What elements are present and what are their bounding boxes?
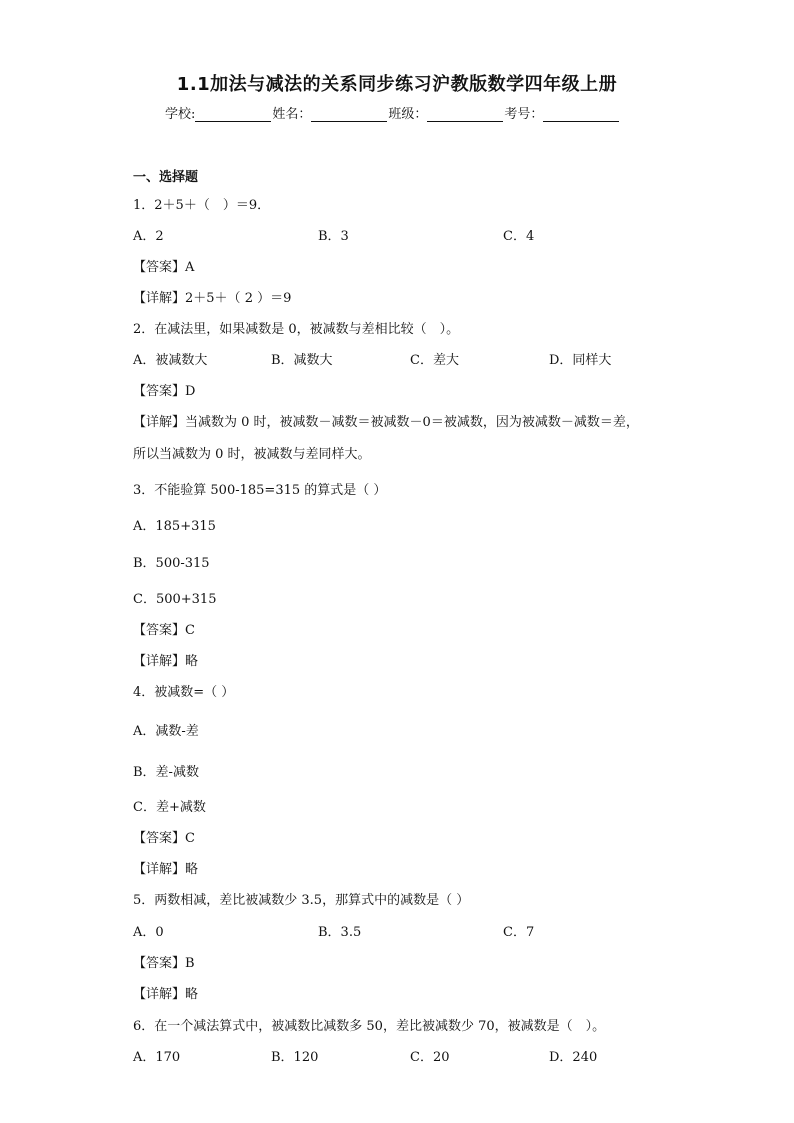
question-6-stem: 6．在一个减法算式中，被减数比减数多 50，差比被减数少 70，被减数是（ ）。 bbox=[133, 1019, 606, 1034]
question-4-option-c: C．差+减数 bbox=[133, 800, 206, 815]
class-blank[interactable] bbox=[427, 107, 503, 122]
question-1-option-b: B．3 bbox=[318, 229, 349, 244]
page-title: 1.1加法与减法的关系同步练习沪教版数学四年级上册 bbox=[176, 74, 618, 95]
detail-label: 【详解】 bbox=[133, 291, 186, 306]
answer-label: 【答案】 bbox=[133, 623, 186, 638]
question-1-answer bbox=[133, 256, 194, 275]
question-5-stem: 5．两数相减，差比被减数少 3.5，那算式中的减数是（ ） bbox=[133, 893, 470, 908]
question-5-option-b: B．3.5 bbox=[318, 925, 362, 940]
question-3-option-b: B．500-315 bbox=[133, 556, 210, 571]
section-heading: 一、选择题 bbox=[133, 170, 199, 185]
detail-text: 略 bbox=[185, 654, 199, 669]
detail-text: 略 bbox=[185, 987, 199, 1002]
question-2-option-a: A．被减数大 bbox=[133, 353, 208, 368]
question-5-option-a: A．0 bbox=[133, 925, 164, 940]
school-blank[interactable] bbox=[195, 107, 271, 122]
question-3-option-a: A．185+315 bbox=[133, 519, 216, 534]
question-1-option-a: A．2 bbox=[133, 229, 164, 244]
question-4-option-a: A．减数-差 bbox=[133, 724, 199, 739]
question-4-answer bbox=[133, 827, 195, 846]
number-label: 考号： bbox=[504, 107, 544, 122]
detail-text: 2＋5＋（ 2 ）＝9 bbox=[185, 291, 292, 306]
answer-label: 【答案】 bbox=[133, 384, 186, 399]
question-6-option-a: A．170 bbox=[133, 1050, 181, 1065]
question-4-detail bbox=[133, 858, 198, 877]
class-label: 班级： bbox=[388, 107, 428, 122]
question-2-option-c: C．差大 bbox=[410, 353, 459, 368]
question-3-detail bbox=[133, 650, 198, 669]
question-1-detail bbox=[133, 287, 291, 306]
question-4-stem: 4．被减数=（ ） bbox=[133, 685, 235, 700]
question-2-option-d: D．同样大 bbox=[549, 353, 612, 368]
answer-value: B bbox=[185, 956, 195, 971]
number-blank[interactable] bbox=[543, 107, 619, 122]
detail-label: 【详解】 bbox=[133, 862, 186, 877]
student-info-row bbox=[165, 103, 620, 122]
question-3-answer bbox=[133, 619, 195, 638]
question-1-option-c: C．4 bbox=[503, 229, 535, 244]
answer-value: C bbox=[185, 831, 195, 846]
question-1-stem: 1．2＋5＋（ ）＝9． bbox=[133, 198, 271, 213]
detail-text: 略 bbox=[185, 862, 199, 877]
answer-value: D bbox=[185, 384, 196, 399]
name-blank[interactable] bbox=[311, 107, 387, 122]
question-5-option-c: C．7 bbox=[503, 925, 535, 940]
answer-label: 【答案】 bbox=[133, 260, 186, 275]
question-2-detail-continued: 所以当减数为 0 时，被减数与差同样大。 bbox=[133, 447, 371, 462]
answer-value: C bbox=[185, 623, 195, 638]
detail-text: 当减数为 0 时，被减数－减数＝被减数－0＝被减数，因为被减数－减数＝差， bbox=[185, 415, 639, 430]
question-3-option-c: C．500+315 bbox=[133, 592, 217, 607]
question-3-stem: 3．不能验算 500-185=315 的算式是（ ） bbox=[133, 483, 387, 498]
answer-value: A bbox=[185, 260, 195, 275]
question-2-option-b: B．减数大 bbox=[271, 353, 333, 368]
name-label: 姓名： bbox=[272, 107, 312, 122]
question-4-option-b: B．差-减数 bbox=[133, 765, 199, 780]
question-5-answer bbox=[133, 952, 195, 971]
question-6-option-d: D．240 bbox=[549, 1050, 598, 1065]
question-6-option-c: C．20 bbox=[410, 1050, 450, 1065]
school-label: 学校: bbox=[165, 107, 196, 122]
detail-label: 【详解】 bbox=[133, 987, 186, 1002]
question-5-detail bbox=[133, 983, 198, 1002]
question-2-stem: 2．在减法里，如果减数是 0，被减数与差相比较（ ）。 bbox=[133, 322, 460, 337]
detail-label: 【详解】 bbox=[133, 415, 186, 430]
detail-label: 【详解】 bbox=[133, 654, 186, 669]
question-2-answer bbox=[133, 380, 195, 399]
question-6-option-b: B．120 bbox=[271, 1050, 319, 1065]
answer-label: 【答案】 bbox=[133, 831, 186, 846]
answer-label: 【答案】 bbox=[133, 956, 186, 971]
question-2-detail bbox=[133, 411, 639, 430]
